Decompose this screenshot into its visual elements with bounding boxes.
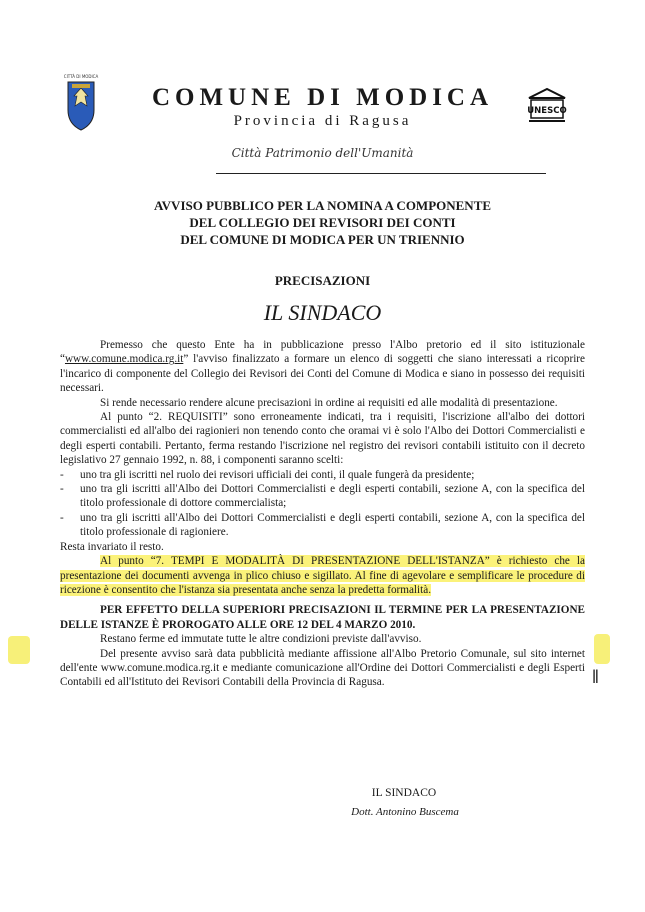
website-link[interactable]: www.comune.modica.rg.it [64, 353, 184, 366]
member-list [60, 468, 585, 540]
province-subtitle: Provincia di Ragusa [233, 113, 412, 129]
highlighter-mark [594, 634, 610, 664]
highlighter-mark [8, 636, 30, 664]
paragraph-publicity: Del presente avviso sarà data pubblicità mediante affissione all'Albo Pretorio Comunale, sul sito internet dell'ente www.comune.modica.rg.it e mediante comunicazione all'Ordine dei Dottori Commercialisti e degli Esperti Contabili ed all'Istituto dei Revisori Contabili della Provincia di Ragusa. [60, 647, 585, 689]
paragraph-conditions: Restano ferme ed immutate tutte le altre condizioni previste dall'avviso. [100, 633, 422, 646]
notice-heading [0, 197, 645, 248]
issuer-title: IL SINDACO [263, 300, 382, 325]
page-title: COMUNE DI MODICA [151, 84, 494, 111]
unesco-label: UNESCO [527, 106, 567, 116]
heading-line: DEL COMUNE DI MODICA PER UN TRIENNIO [180, 232, 465, 247]
list-item: - uno tra gli iscritti nel ruolo dei revisori ufficiali dei conti, il quale fungerà da presidente; [60, 468, 475, 481]
handwritten-mark: ǁ [592, 668, 599, 684]
paragraph-deadline: PER EFFETTO DELLA SUPERIORI PRECISAZIONI IL TERMINE PER LA PRESENTAZIONE DELLE ISTANZE È PROROGATO ALLE ORE 12 DEL 4 MARZO 2010. [60, 604, 585, 631]
signature-title: IL SINDACO [371, 787, 437, 799]
highlighted-text: Al punto “7. TEMPI E MODALITÀ DI PRESENTAZIONE DELL'ISTANZA” è richiesto che la presentazione dei documenti avvenga in plico chiuso e sigillato. Al fine di agevolare e semplificare le procedure di ricezione è consentito che l'istanza sia presentata anche senza la predetta formalità. [60, 555, 585, 596]
heading-line: DEL COLLEGIO DEI REVISORI DEI CONTI [189, 215, 456, 230]
paragraph-submission [60, 554, 585, 597]
list-item: - uno tra gli iscritti all'Albo dei Dottori Commercialisti e degli esperti contabili, sezione A, con la specifica del titolo professionale di dottore commercialista; [60, 483, 585, 510]
paragraph-requirements: Al punto “2. REQUISITI” sono erroneamente indicati, tra i requisiti, l'iscrizione all'albo dei dottori commercialisti ed all'albo dei ragionieri non tenendo conto che oramai vi è solo l'Albo dei Dottori Commercialisti e degli esperti contabili. Pertanto, ferma restando l'iscrizione nel registro dei revisori contabili istituito con il decreto legislativo 27 gennaio 1992, n. 88, i componenti saranno scelti: [60, 411, 585, 467]
list-item: - uno tra gli iscritti all'Albo dei Dottori Commercialisti e degli esperti contabili, sezione A, con la specifica del titolo professionale di ragioniere. [60, 511, 585, 539]
subheading: PRECISAZIONI [274, 273, 371, 288]
paragraph-premise: Premesso che questo Ente ha in pubblicazione presso l'Albo pretorio ed il sito istituzionale “www.comune.modica.rg.it” l'avviso finalizzato a formare un elenco di soggetti che siano interessati a ricoprire l'incarico di componente del Collegio dei Revisori dei Conti del Comune di Modica e siano in possesso dei requisiti necessari. [60, 339, 585, 395]
paragraph-rest: Resta invariato il resto. [60, 540, 164, 553]
paragraph-clarification: Si rende necessario rendere alcune precisazioni in ordine ai requisiti ed alle modalità di presentazione. [100, 396, 558, 409]
header-divider [216, 173, 546, 174]
heading-line: AVVISO PUBBLICO PER LA NOMINA A COMPONENTE [153, 198, 492, 213]
crest-label: CITTÀ DI MODICA [63, 74, 99, 79]
signature-name: Dott. Antonino Buscema [351, 806, 459, 818]
document-body [60, 338, 585, 690]
motto: Città Patrimonio dell'Umanità [231, 146, 414, 160]
